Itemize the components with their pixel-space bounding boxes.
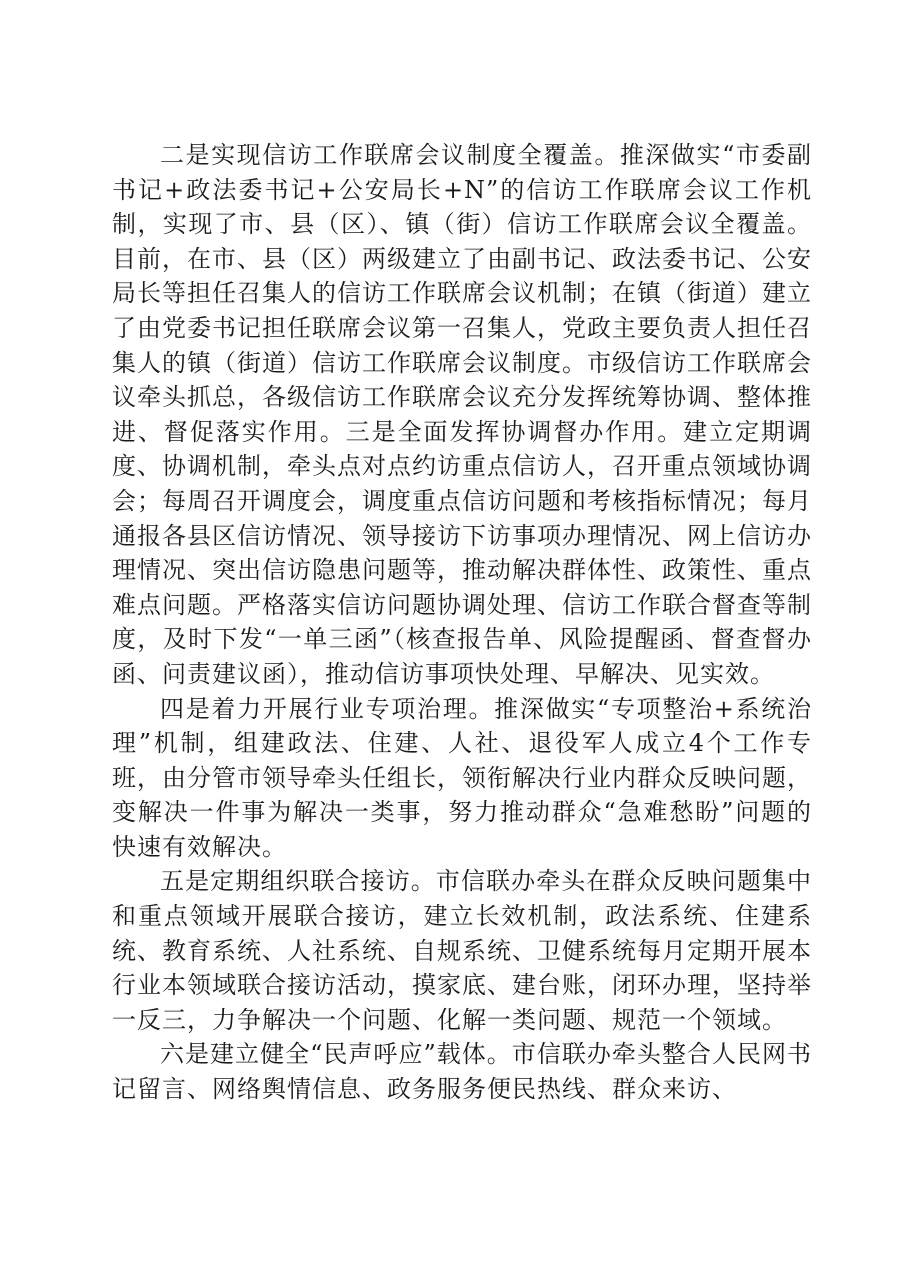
paragraph-industry-governance: 四是着力开展行业专项治理。推深做实“专项整治+系统治理”机制，组建政法、住建、人社、退役军人成立4个工作专班，由分管市领导牵头任组长，领衔解决行业内群众反映问题，变解决一件事为解决一类事，努力推动群众“急难愁盼”问题的快速有效解决。 bbox=[112, 694, 812, 861]
paragraph-coordination-mechanism: 二是实现信访工作联席会议制度全覆盖。推深做实“市委副书记+政法委书记+公安局长+N”的信访工作联席会议工作机制，实现了市、县（区）、镇（街）信访工作联席会议全覆盖。目前，在市、县（区）两级建立了由副书记、政法委书记、公安局长等担任召集人的信访工作联席会议机制；在镇（街道）建立了由党委书记担任联席会议第一召集人，党政主要负责人担任召集人的镇（街道）信访工作联席会议制度。市级信访工作联席会议牵头抓总，各级信访工作联席会议充分发挥统筹协调、整体推进、督促落实作用。三是全面发挥协调督办作用。建立定期调度、协调机制，牵头点对点约访重点信访人，召开重点领域协调会；每周召开调度会，调度重点信访问题和考核指标情况；每月通报各县区信访情况、领导接访下访事项办理情况、网上信访办理情况、突出信访隐患问题等，推动解决群体性、政策性、重点难点问题。严格落实信访问题协调处理、信访工作联合督查等制度，及时下发“一单三函”（核查报告单、风险提醒函、督查督办函、问责建议函），推动信访事项快处理、早解决、见实效。 bbox=[112, 141, 812, 688]
paragraph-public-voice-response: 六是建立健全“民声呼应”载体。市信联办牵头整合人民网书记留言、网络舆情信息、政务服务便民热线、群众来访、 bbox=[112, 1040, 812, 1104]
paragraph-joint-reception: 五是定期组织联合接访。市信联办牵头在群众反映问题集中和重点领域开展联合接访，建立长效机制，政法系统、住建系统、教育系统、人社系统、自规系统、卫健系统每月定期开展本行业本领域联合接访活动，摸家底、建台账，闭环办理，坚持举一反三，力争解决一个问题、化解一类问题、规范一个领域。 bbox=[112, 867, 812, 1034]
document-body bbox=[112, 138, 812, 1107]
